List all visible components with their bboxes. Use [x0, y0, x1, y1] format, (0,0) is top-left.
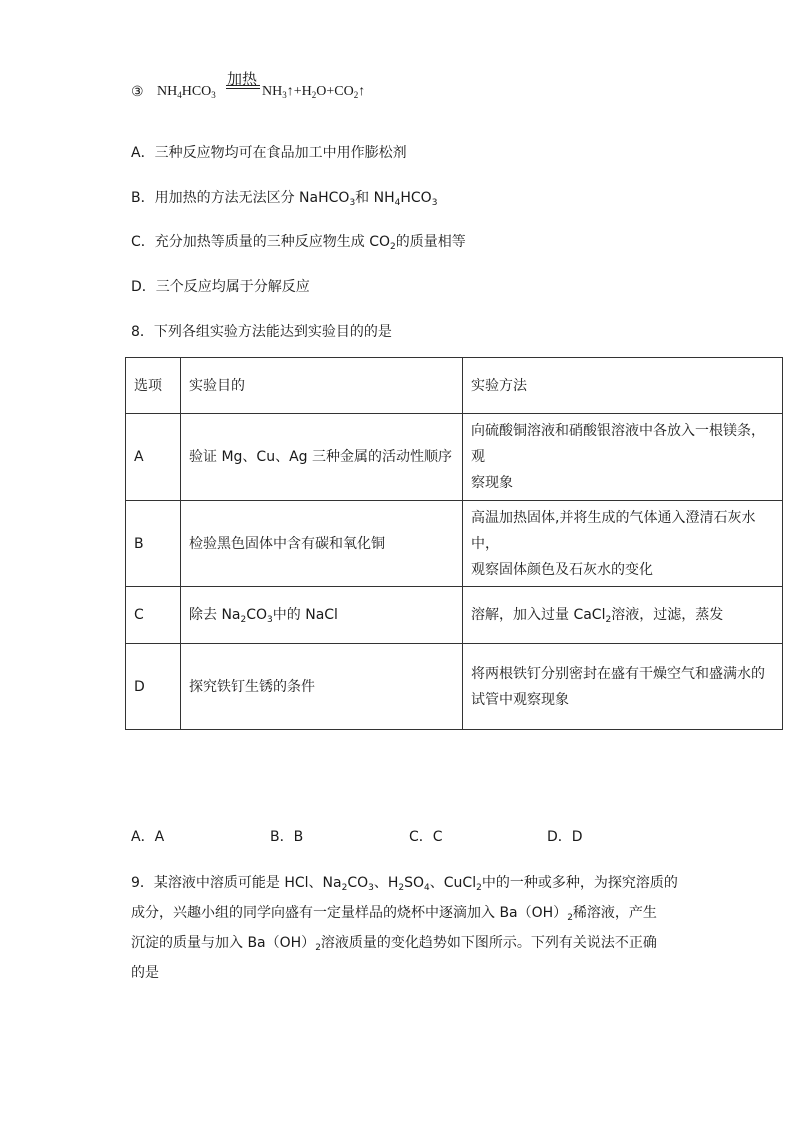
q7-option-d: D．三个反应均属于分解反应 — [131, 279, 310, 295]
table-header-row — [126, 358, 783, 414]
row-purpose: 验证 Mg、Cu、Ag 三种金属的活动性顺序 — [181, 414, 463, 501]
row-option: A — [126, 414, 181, 501]
row-purpose: 检验黑色固体中含有碳和氧化铜 — [181, 501, 463, 587]
row-method: 溶解，加入过量 CaCl$_2$溶液，过滤，蒸发 — [463, 587, 783, 644]
row-option: C — [126, 587, 181, 644]
equation-number: ③ — [131, 85, 144, 100]
row-purpose: 探究铁钉生锈的条件 — [181, 644, 463, 730]
q9-line-1: 9．某溶液中溶质可能是 HCl、$Na_2CO_3$、$H_2SO_4$、CuCl$_2$中的一种或多种，为探究溶质的 — [131, 875, 678, 893]
header-option: 选项 — [126, 358, 181, 414]
row-method: 高温加热固体,并将生成的气体通入澄清石灰水中， 观察固体颜色及石灰水的变化 — [463, 501, 783, 587]
answer-option-d: D．D — [547, 829, 583, 845]
header-purpose: 实验目的 — [181, 358, 463, 414]
row-method: 向硫酸铜溶液和硝酸银溶液中各放入一根镁条，观 察现象 — [463, 414, 783, 501]
answer-option-c: C．C — [409, 829, 443, 845]
table-row — [126, 587, 783, 644]
table-row — [126, 501, 783, 587]
q7-option-c: C．充分加热等质量的三种反应物生成 $CO_2$的质量相等 — [131, 234, 466, 252]
answer-option-a: A．A — [131, 829, 165, 845]
row-purpose: 除去 $Na_2CO_3$中的 NaCl — [181, 587, 463, 644]
header-method: 实验方法 — [463, 358, 783, 414]
experiment-table — [125, 357, 783, 730]
q7-option-b: B．用加热的方法无法区分 NaHCO$_3$和 $NH_4HCO_3$ — [131, 190, 438, 208]
q8-stem: 8．下列各组实验方法能达到实验目的的是 — [131, 324, 392, 340]
row-method: 将两根铁钉分别密封在盛有干燥空气和盛满水的 试管中观察现象 — [463, 644, 783, 730]
row-option: B — [126, 501, 181, 587]
table-row — [126, 414, 783, 501]
q7-option-a: A．三种反应物均可在食品加工中用作膨松剂 — [131, 145, 407, 161]
q9-line-2: 成分，兴趣小组的同学向盛有一定量样品的烧杯中逐滴加入 $Ba(OH)_2$稀溶液，产生 — [131, 905, 657, 923]
equation-equals-sign — [226, 85, 260, 89]
equation-condition: 加热 — [227, 70, 258, 88]
table-row — [126, 644, 783, 730]
row-option: D — [126, 644, 181, 730]
q9-line-3: 沉淀的质量与加入 $Ba(OH)_2$溶液质量的变化趋势如下图所示。下列有关说法不正确 — [131, 935, 657, 953]
equation-products: $NH_3↑+H_2O+CO_2↑$ — [262, 84, 366, 100]
equation-reactant: $NH_4HCO_3$ — [157, 84, 216, 100]
q9-line-4: 的是 — [131, 965, 159, 981]
answer-option-b: B．B — [270, 829, 304, 845]
